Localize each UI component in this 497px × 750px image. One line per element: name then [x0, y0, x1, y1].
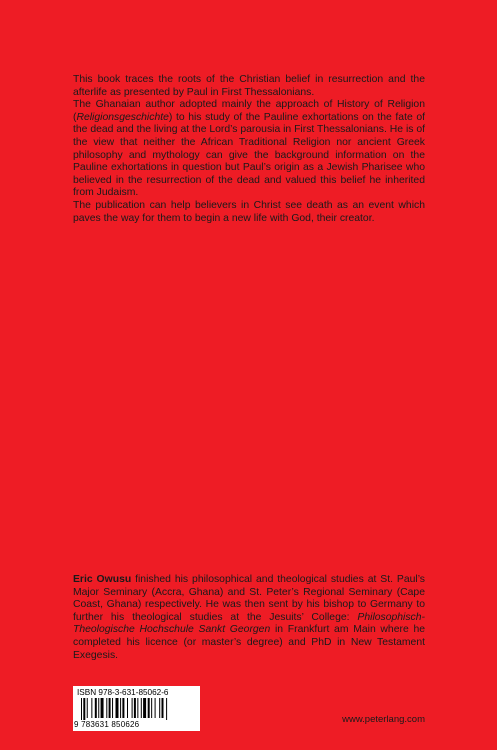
bio-text-start: finished his philosophical and theological studies at St. Paul’s Major Seminary (Accra, Ghana) and St. Peter’s Regional Seminary (Cape Coast, Ghana) respectively. He was then sent by his bishop to Germany to further his theological studies at the Jesuits’ College:: [73, 574, 426, 623]
barcode-stripe: [112, 698, 113, 718]
isbn-barcode: [73, 686, 200, 731]
barcode-stripe: [81, 698, 82, 720]
barcode-stripe: [155, 698, 156, 718]
barcode-stripe: [116, 698, 119, 718]
bio-college-name: Philosophisch-Theologische Hochschule Sankt Georgen: [73, 611, 425, 636]
barcode-stripe: [159, 698, 160, 718]
barcode-stripe: [87, 698, 88, 718]
barcode-stripe: [141, 698, 142, 718]
blurb-paragraph-1: This book traces the roots of the Christian belief in resurrection and the afterlife as presented by Paul in First Thessalonians.: [73, 74, 425, 98]
barcode-digits: 9 783631 850626: [74, 720, 140, 729]
barcode-stripe: [101, 698, 104, 718]
isbn-label: ISBN 978-3-631-85062-6: [77, 688, 169, 697]
barcode-stripe: [162, 698, 164, 718]
barcode-stripe: [151, 698, 152, 718]
blurb-p2-italic-term: Religionsgeschichte: [76, 111, 169, 123]
barcode-stripe: [120, 698, 121, 718]
back-cover-blurb: [73, 74, 425, 225]
barcode-bars: [79, 698, 195, 720]
author-bio: [73, 574, 425, 662]
publisher-url: www.peterlang.com: [342, 714, 425, 725]
barcode-stripe: [148, 698, 150, 718]
barcode-stripe: [143, 698, 146, 718]
blurb-paragraph-3: The publication can help believers in Christ see death as an event which paves the way for them to begin a new life with God, their creator.: [73, 199, 425, 224]
barcode-stripe: [91, 698, 92, 718]
blurb-p2-start: The Ghanaian author adopted mainly the approach of History of Religion (: [73, 99, 425, 123]
barcode-stripe: [122, 698, 124, 718]
bio-text-end: in Frankfurt am Main where he completed his licence (or master’s degree) and PhD in New Testament Exegesis.: [73, 624, 426, 661]
barcode-stripe: [95, 698, 97, 718]
barcode-stripe: [106, 698, 107, 718]
blurb-p2-end: ) to his study of the Pauline exhortations on the fate of the dead and the living at the Lord’s parousia in First Thessalonians. He is of the view that neither the African Traditional Religion nor ancient Greek philosophy and mythology can give the background information on the Pauline exhortations in question but Paul’s origin as a Jewish Pharisee who believed in the resurrection of the dead and valued this belief he inherited from Judaism.: [73, 111, 425, 199]
barcode-stripe: [83, 698, 85, 720]
blurb-paragraph-2: [73, 99, 425, 200]
barcode-stripe: [166, 698, 167, 720]
barcode-stripe: [109, 698, 111, 718]
barcode-stripe: [134, 698, 136, 718]
barcode-stripe: [98, 698, 99, 718]
barcode-stripe: [132, 698, 133, 718]
author-name: Eric Owusu: [73, 574, 132, 585]
barcode-stripe: [137, 698, 138, 718]
barcode-stripe: [127, 698, 128, 718]
